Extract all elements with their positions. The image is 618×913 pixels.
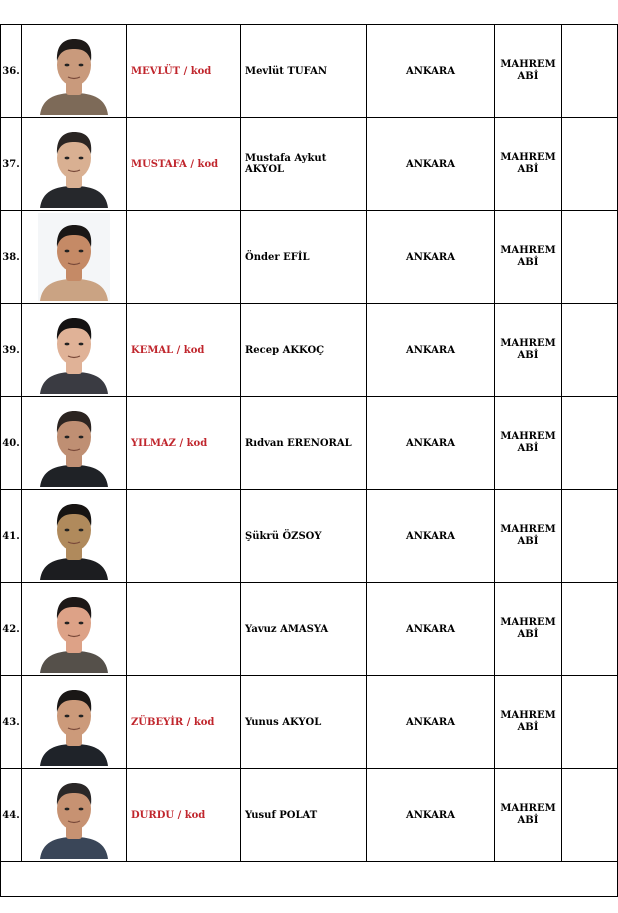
category-line-1: MAHREM bbox=[500, 245, 556, 256]
portrait-photo bbox=[38, 585, 110, 673]
portrait-photo bbox=[38, 306, 110, 394]
row-number: 38. bbox=[1, 211, 22, 304]
category-line-1: MAHREM bbox=[500, 59, 556, 70]
category-line-2: ABİ bbox=[517, 71, 539, 82]
code-name bbox=[127, 211, 241, 304]
portrait-photo bbox=[38, 678, 110, 766]
category-line-1: MAHREM bbox=[500, 338, 556, 349]
row-number: 43. bbox=[1, 676, 22, 769]
code-name: KEMAL / kod bbox=[127, 304, 241, 397]
photo-cell bbox=[22, 304, 127, 397]
footer-row bbox=[1, 862, 618, 897]
category-line-1: MAHREM bbox=[500, 152, 556, 163]
empty-cell bbox=[562, 676, 618, 769]
category-line-1: MAHREM bbox=[500, 524, 556, 535]
category-line-1: MAHREM bbox=[500, 617, 556, 628]
table-row bbox=[1, 769, 618, 862]
photo-cell bbox=[22, 118, 127, 211]
empty-cell bbox=[562, 211, 618, 304]
table-row bbox=[1, 211, 618, 304]
personnel-table bbox=[0, 24, 618, 897]
city: ANKARA bbox=[367, 304, 495, 397]
table-row bbox=[1, 118, 618, 211]
category-line-1: MAHREM bbox=[500, 710, 556, 721]
code-name bbox=[127, 490, 241, 583]
row-number: 40. bbox=[1, 397, 22, 490]
empty-cell bbox=[562, 118, 618, 211]
empty-cell bbox=[562, 583, 618, 676]
empty-cell bbox=[562, 25, 618, 118]
category-line-1: MAHREM bbox=[500, 803, 556, 814]
table-row bbox=[1, 583, 618, 676]
footer-cell bbox=[1, 862, 618, 897]
city: ANKARA bbox=[367, 211, 495, 304]
table-row bbox=[1, 25, 618, 118]
full-name: Recep AKKOÇ bbox=[241, 304, 367, 397]
empty-cell bbox=[562, 397, 618, 490]
portrait-photo bbox=[38, 771, 110, 859]
category-line-2: ABİ bbox=[517, 443, 539, 454]
category bbox=[495, 118, 562, 211]
empty-cell bbox=[562, 490, 618, 583]
category bbox=[495, 211, 562, 304]
city: ANKARA bbox=[367, 118, 495, 211]
table-row bbox=[1, 490, 618, 583]
photo-cell bbox=[22, 490, 127, 583]
row-number: 36. bbox=[1, 25, 22, 118]
portrait-photo bbox=[38, 213, 110, 301]
category-line-2: ABİ bbox=[517, 350, 539, 361]
full-name: Şükrü ÖZSOY bbox=[241, 490, 367, 583]
table-row bbox=[1, 304, 618, 397]
empty-cell bbox=[562, 769, 618, 862]
table-row bbox=[1, 397, 618, 490]
full-name: Mevlüt TUFAN bbox=[241, 25, 367, 118]
city: ANKARA bbox=[367, 676, 495, 769]
row-number: 42. bbox=[1, 583, 22, 676]
photo-cell bbox=[22, 676, 127, 769]
table-body bbox=[1, 25, 618, 897]
portrait-photo bbox=[38, 492, 110, 580]
category bbox=[495, 583, 562, 676]
code-name bbox=[127, 583, 241, 676]
code-name: DURDU / kod bbox=[127, 769, 241, 862]
full-name: Mustafa Aykut AKYOL bbox=[241, 118, 367, 211]
full-name: Yusuf POLAT bbox=[241, 769, 367, 862]
category bbox=[495, 769, 562, 862]
portrait-photo bbox=[38, 27, 110, 115]
portrait-photo bbox=[38, 399, 110, 487]
city: ANKARA bbox=[367, 583, 495, 676]
full-name: Rıdvan ERENORAL bbox=[241, 397, 367, 490]
photo-cell bbox=[22, 211, 127, 304]
row-number: 41. bbox=[1, 490, 22, 583]
code-name: YILMAZ / kod bbox=[127, 397, 241, 490]
category-line-2: ABİ bbox=[517, 722, 539, 733]
code-name: MEVLÜT / kod bbox=[127, 25, 241, 118]
city: ANKARA bbox=[367, 769, 495, 862]
full-name: Yavuz AMASYA bbox=[241, 583, 367, 676]
category bbox=[495, 304, 562, 397]
photo-cell bbox=[22, 25, 127, 118]
category-line-2: ABİ bbox=[517, 815, 539, 826]
city: ANKARA bbox=[367, 490, 495, 583]
category-line-2: ABİ bbox=[517, 164, 539, 175]
table-row bbox=[1, 676, 618, 769]
category bbox=[495, 397, 562, 490]
row-number: 37. bbox=[1, 118, 22, 211]
empty-cell bbox=[562, 304, 618, 397]
category bbox=[495, 490, 562, 583]
full-name: Yunus AKYOL bbox=[241, 676, 367, 769]
full-name: Önder EFİL bbox=[241, 211, 367, 304]
photo-cell bbox=[22, 397, 127, 490]
category bbox=[495, 25, 562, 118]
portrait-photo bbox=[38, 120, 110, 208]
city: ANKARA bbox=[367, 397, 495, 490]
category-line-2: ABİ bbox=[517, 536, 539, 547]
code-name: MUSTAFA / kod bbox=[127, 118, 241, 211]
category-line-1: MAHREM bbox=[500, 431, 556, 442]
row-number: 44. bbox=[1, 769, 22, 862]
category-line-2: ABİ bbox=[517, 629, 539, 640]
category-line-2: ABİ bbox=[517, 257, 539, 268]
row-number: 39. bbox=[1, 304, 22, 397]
photo-cell bbox=[22, 769, 127, 862]
city: ANKARA bbox=[367, 25, 495, 118]
photo-cell bbox=[22, 583, 127, 676]
code-name: ZÜBEYİR / kod bbox=[127, 676, 241, 769]
category bbox=[495, 676, 562, 769]
